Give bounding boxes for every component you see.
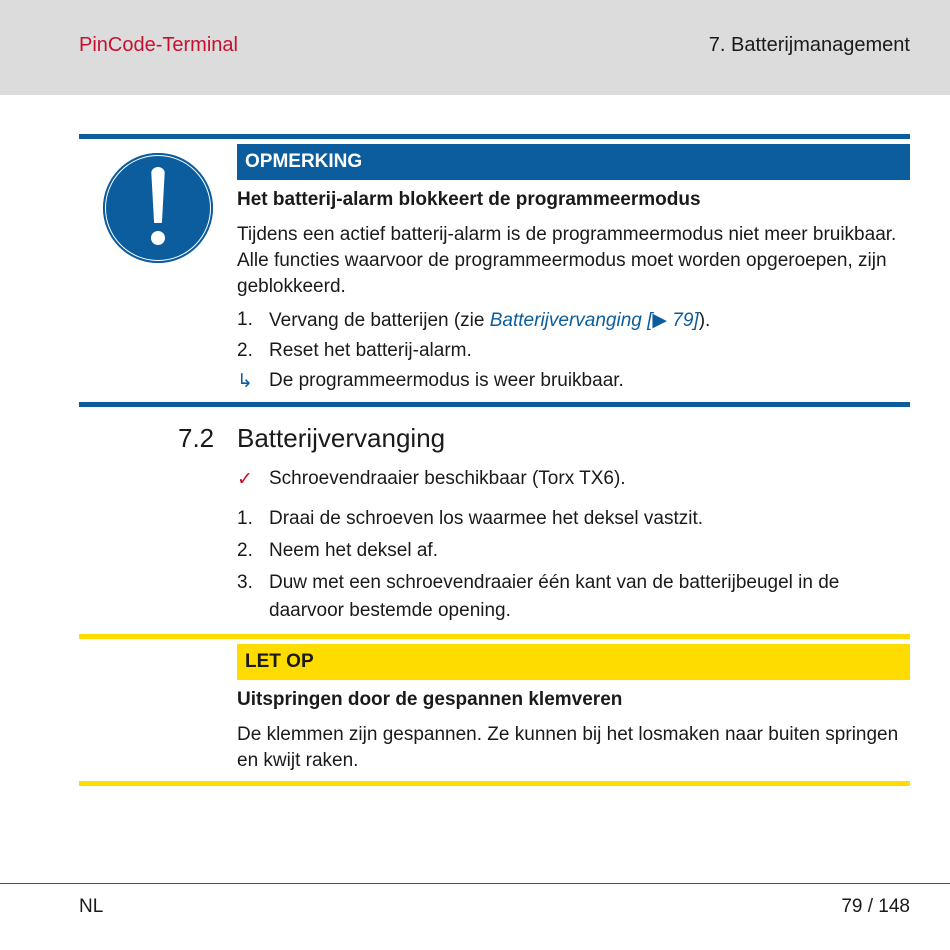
step-text-end: ). xyxy=(698,310,711,331)
prerequisite-text: Schroevendraaier beschikbaar (Torx TX6). xyxy=(269,468,626,489)
page-header xyxy=(0,0,950,95)
section-title: Batterijvervanging xyxy=(237,423,446,453)
step-number: 3. xyxy=(237,572,253,593)
product-name: PinCode-Terminal xyxy=(79,34,238,56)
step-text: Draai de schroeven los waarmee het deksel vastzit. xyxy=(269,508,704,529)
note-heading: Het batterij-alarm blokkeert de programmeermodus xyxy=(237,189,701,210)
checkmark-icon: ✓ xyxy=(237,469,253,490)
warning-label: LET OP xyxy=(237,644,910,680)
step-number: 1. xyxy=(237,508,253,529)
warning-top-rule xyxy=(79,634,910,639)
step-text: Reset het batterij-alarm. xyxy=(269,340,472,361)
step-number: 1. xyxy=(237,309,253,330)
cross-reference-link[interactable]: Batterijvervanging [▶ 79] xyxy=(489,310,699,331)
warning-bottom-rule xyxy=(79,781,910,786)
step-text-continued: daarvoor bestemde opening. xyxy=(269,600,511,621)
step-text: Duw met een schroevendraaier één kant van de batterijbeugel in de xyxy=(269,572,840,593)
note-text: Tijdens een actief batterij-alarm is de programmeermodus niet meer bruikbaar. Alle functies waarvoor de programmeermodus moet worden opgeroepen, zijn geblokkeerd. xyxy=(237,224,897,297)
step-number: 2. xyxy=(237,340,253,361)
warning-heading: Uitspringen door de gespannen klemveren xyxy=(237,689,623,710)
result-text: De programmeermodus is weer bruikbaar. xyxy=(269,370,624,391)
note-label: OPMERKING xyxy=(237,144,910,180)
step-text: Neem het deksel af. xyxy=(269,540,438,561)
warning-text: De klemmen zijn gespannen. Ze kunnen bij het losmaken naar buiten springen en kwijt raken. xyxy=(237,724,899,771)
chapter-title: 7. Batterijmanagement xyxy=(708,34,910,56)
footer-rule xyxy=(0,883,950,884)
page-number: 79 / 148 xyxy=(841,896,910,917)
step-number: 2. xyxy=(237,540,253,561)
footer-language: NL xyxy=(79,896,104,917)
result-arrow-icon: ↳ xyxy=(237,371,253,392)
note-bottom-rule xyxy=(79,402,910,407)
exclamation-icon xyxy=(103,153,213,263)
section-number: 7.2 xyxy=(178,423,215,453)
step-text: Vervang de batterijen (zie xyxy=(269,310,490,331)
note-top-rule xyxy=(79,134,910,139)
